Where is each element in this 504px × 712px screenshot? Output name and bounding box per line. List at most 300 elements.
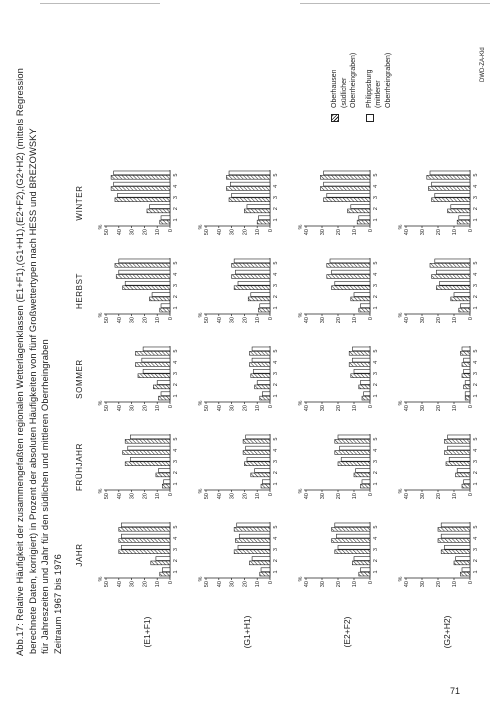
bar-oberhausen [332,286,370,290]
bar-philippsburg [157,381,170,385]
y-tick-label: 20 [142,405,149,412]
x-tick-label: 4 [173,272,179,276]
x-tick-label: 2 [473,207,479,211]
bar-philippsburg [435,193,470,197]
y-tick-label: 20 [336,317,342,324]
x-tick-label: 1 [173,218,179,222]
x-tick-label: 2 [273,295,279,299]
x-tick-label: 1 [473,570,479,574]
season-header: HERBST [75,272,84,310]
y-tick-label: 10 [255,405,262,412]
bar-oberhausen [324,198,370,202]
bar-philippsburg [260,304,270,308]
bar-oberhausen [151,561,170,565]
y-tick-label: 20 [336,405,342,412]
bar-philippsburg [449,457,470,461]
bar-oberhausen [444,439,470,443]
bar-philippsburg [252,557,270,561]
bar-oberhausen [460,351,470,355]
y-tick-label: 30 [229,581,236,588]
x-tick-label: 1 [473,306,479,310]
x-tick-label: 5 [473,437,479,441]
bar-philippsburg [340,446,370,450]
x-tick-label: 2 [173,207,179,211]
bar-oberhausen [436,286,470,290]
x-tick-label: 3 [473,371,479,376]
bar-oberhausen [335,451,370,455]
y-tick-label: 10 [155,229,162,236]
bar-oberhausen [123,451,170,455]
bar-philippsburg [444,545,470,549]
bar-oberhausen [332,539,370,543]
x-tick-label: 1 [273,482,279,486]
bar-oberhausen [465,396,470,400]
bar-oberhausen [250,363,270,367]
y-tick-label: 0 [168,317,174,321]
x-tick-label: 4 [373,536,379,540]
x-tick-label: 4 [273,448,279,452]
x-tick-label: 2 [173,471,179,475]
x-tick-label: 5 [273,261,279,265]
bar-philippsburg [257,381,270,385]
bar-philippsburg [324,171,370,175]
y-tick-label: 40 [216,229,223,236]
bar-philippsburg [330,259,370,263]
y-tick-label: 0 [468,493,474,497]
y-tick-label: 10 [452,493,458,500]
x-tick-label: 3 [273,371,279,376]
bar-philippsburg [252,358,270,362]
x-tick-label: 4 [373,360,379,364]
bar-oberhausen [359,308,370,312]
bar-oberhausen [116,275,170,279]
bar-oberhausen [441,550,470,554]
y-unit-label: % [298,576,304,582]
bar-philippsburg [130,457,170,461]
bar-philippsburg [239,534,270,538]
bar-philippsburg [258,216,270,220]
y-tick-label: 40 [304,493,310,500]
bar-philippsburg [336,534,370,538]
bar-philippsburg [464,358,470,362]
y-unit-label: % [198,312,204,318]
legend-label: Oberrheingraben) [350,52,357,108]
y-tick-label: 30 [420,405,426,412]
bar-philippsburg [435,259,470,263]
x-tick-label: 3 [373,547,379,552]
x-tick-label: 3 [473,547,479,552]
bar-oberhausen [125,462,170,466]
bar-oberhausen [359,385,370,389]
bar-oberhausen [232,275,270,279]
bar-philippsburg [150,205,170,209]
x-tick-label: 3 [373,195,379,200]
bar-oberhausen [459,308,470,312]
x-tick-label: 3 [273,283,279,288]
bar-oberhausen [115,263,170,267]
x-tick-label: 5 [273,173,279,177]
y-tick-label: 40 [304,229,310,236]
bar-oberhausen [327,263,370,267]
y-unit-label: % [98,400,104,406]
bar-philippsburg [354,293,370,297]
bar-oberhausen [359,572,370,576]
x-tick-label: 2 [473,471,479,475]
bar-oberhausen [354,473,370,477]
bar-philippsburg [119,270,170,274]
y-tick-label: 0 [168,581,174,585]
x-tick-label: 1 [473,482,479,486]
bar-philippsburg [238,281,270,285]
y-tick-label: 50 [104,229,110,236]
y-tick-label: 30 [420,229,426,236]
legend-item-philippsburg [365,12,394,122]
y-unit-label: % [98,312,104,318]
legend-item-oberhausen [330,12,359,122]
x-tick-label: 3 [173,371,179,376]
x-tick-label: 4 [473,360,479,364]
y-tick-label: 30 [229,405,236,412]
bar-philippsburg [327,193,370,197]
bar-philippsburg [152,293,170,297]
bar-oberhausen [335,550,370,554]
y-tick-label: 30 [320,493,326,500]
bar-philippsburg [114,182,170,186]
x-tick-label: 5 [273,437,279,441]
bar-philippsburg [352,358,370,362]
bar-oberhausen [444,451,470,455]
y-tick-label: 0 [368,317,374,321]
x-tick-label: 2 [273,207,279,211]
x-tick-label: 2 [373,471,379,475]
y-tick-label: 30 [320,581,326,588]
x-tick-label: 5 [473,349,479,353]
x-tick-label: 4 [273,536,279,540]
y-tick-label: 0 [468,229,474,233]
bar-oberhausen [150,297,170,301]
y-tick-label: 20 [242,493,249,500]
bar-oberhausen [348,209,370,213]
bar-oberhausen [119,539,170,543]
y-tick-label: 20 [142,581,149,588]
y-tick-label: 40 [116,405,123,412]
bar-philippsburg [464,480,470,484]
x-tick-label: 2 [473,559,479,563]
bar-oberhausen [451,297,470,301]
caption-line: für Jahreszeiten und Jahr für den südlichen und mittleren Oberrheingraben [40,339,50,654]
y-tick-label: 30 [229,317,236,324]
bar-philippsburg [130,435,170,439]
bar-oberhausen [438,527,470,531]
y-unit-label: % [398,312,404,318]
y-tick-label: 10 [352,317,358,324]
bar-oberhausen [327,275,370,279]
bar-oberhausen [258,308,270,312]
x-tick-label: 1 [373,482,379,486]
bar-oberhausen [160,308,170,312]
y-tick-label: 0 [268,317,274,321]
bar-philippsburg [359,216,370,220]
x-tick-label: 2 [173,295,179,299]
bar-philippsburg [448,435,470,439]
x-tick-label: 2 [173,383,179,387]
x-tick-label: 4 [173,536,179,540]
x-tick-label: 4 [173,360,179,364]
x-tick-label: 5 [473,525,479,529]
x-tick-label: 4 [273,184,279,188]
bar-oberhausen [352,561,370,565]
bar-oberhausen [432,198,470,202]
bar-philippsburg [465,381,470,385]
y-tick-label: 20 [142,493,149,500]
bar-oberhausen [156,473,170,477]
legend [330,12,399,122]
x-tick-label: 4 [373,272,379,276]
bar-oberhausen [250,561,270,565]
y-tick-label: 30 [129,229,136,236]
y-tick-label: 0 [468,581,474,585]
bar-philippsburg [237,523,270,527]
bar-oberhausen [135,351,170,355]
bar-philippsburg [441,523,470,527]
bar-oberhausen [362,396,370,400]
x-tick-label: 3 [273,195,279,200]
y-unit-label: % [298,312,304,318]
bar-oberhausen [135,363,170,367]
bar-philippsburg [364,392,370,396]
y-unit-label: % [198,224,204,230]
bar-philippsburg [255,469,270,473]
y-unit-label: % [298,224,304,230]
season-header: SOMMER [75,359,84,399]
bar-oberhausen [226,175,270,179]
bar-oberhausen [257,220,270,224]
bar-oberhausen [119,527,170,531]
bar-philippsburg [252,347,270,351]
bar-oberhausen [261,484,270,488]
bar-philippsburg [360,381,370,385]
x-tick-label: 4 [173,184,179,188]
bar-oberhausen [250,351,270,355]
y-tick-label: 10 [452,229,458,236]
bar-philippsburg [125,281,170,285]
bar-oberhausen [338,462,370,466]
bar-oberhausen [351,374,370,378]
legend-label: (südlicher [340,77,348,108]
row-label: (G1+H1) [242,615,252,649]
x-tick-label: 5 [173,525,179,529]
x-tick-label: 5 [173,349,179,353]
bar-oberhausen [125,439,170,443]
bar-oberhausen [349,363,370,367]
y-unit-label: % [98,488,104,494]
x-tick-label: 3 [173,459,179,464]
bar-philippsburg [459,216,470,220]
legend-label: Philippsburg [365,69,373,108]
y-tick-label: 30 [420,317,426,324]
bar-philippsburg [432,182,470,186]
bar-philippsburg [142,358,170,362]
bar-philippsburg [161,216,170,220]
x-tick-label: 3 [373,283,379,288]
y-tick-label: 10 [352,229,358,236]
x-tick-label: 5 [473,173,479,177]
y-tick-label: 20 [436,493,442,500]
x-tick-label: 4 [473,448,479,452]
bar-oberhausen [460,572,470,576]
y-tick-label: 30 [420,581,426,588]
x-tick-label: 1 [373,218,379,222]
bar-philippsburg [451,205,470,209]
y-tick-label: 10 [155,317,162,324]
bar-oberhausen [160,220,170,224]
y-tick-label: 40 [304,581,310,588]
y-tick-label: 30 [420,493,426,500]
bar-oberhausen [335,439,370,443]
bar-philippsburg [161,304,170,308]
x-tick-label: 2 [373,559,379,563]
y-tick-label: 20 [242,317,249,324]
bar-philippsburg [324,182,370,186]
x-tick-label: 4 [473,184,479,188]
bar-philippsburg [460,304,470,308]
y-unit-label: % [198,400,204,406]
x-tick-label: 5 [173,261,179,265]
x-tick-label: 1 [373,394,379,398]
y-tick-label: 20 [436,405,442,412]
legend-label: Oberrheingraben) [384,52,392,108]
bar-oberhausen [432,275,470,279]
y-tick-label: 30 [129,581,136,588]
y-tick-label: 0 [468,317,474,321]
bar-philippsburg [465,392,470,396]
bar-philippsburg [338,435,370,439]
y-tick-label: 40 [116,317,123,324]
x-tick-label: 3 [273,547,279,552]
y-unit-label: % [98,576,104,582]
legend-label: Oberhausen [331,69,338,108]
y-tick-label: 30 [229,493,236,500]
caption-line: Zeitraum 1967 bis 1976 [52,554,63,654]
y-tick-label: 30 [229,229,236,236]
x-tick-label: 1 [173,570,179,574]
bar-oberhausen [158,396,170,400]
y-tick-label: 20 [142,229,149,236]
page-number: 71 [450,686,461,696]
row-label: (E1+F1) [142,616,152,648]
y-tick-label: 30 [320,229,326,236]
x-tick-label: 1 [273,394,279,398]
y-tick-label: 10 [255,229,262,236]
y-tick-label: 0 [368,493,374,497]
row-label: (E2+F2) [342,616,352,648]
bar-oberhausen [229,198,270,202]
y-tick-label: 10 [452,317,458,324]
x-tick-label: 1 [273,306,279,310]
y-tick-label: 0 [368,405,374,409]
y-unit-label: % [398,576,404,582]
bar-oberhausen [248,297,270,301]
y-tick-label: 10 [255,493,262,500]
bar-philippsburg [114,171,170,175]
bar-oberhausen [235,539,270,543]
y-tick-label: 0 [268,581,274,585]
bar-philippsburg [351,205,370,209]
y-tick-label: 10 [155,405,162,412]
y-tick-label: 20 [336,229,342,236]
y-tick-label: 40 [216,317,223,324]
y-tick-label: 30 [320,405,326,412]
bar-philippsburg [360,304,370,308]
bar-philippsburg [454,293,470,297]
y-tick-label: 0 [468,405,474,409]
x-tick-label: 4 [273,360,279,364]
bar-philippsburg [247,457,270,461]
bar-oberhausen [320,175,370,179]
season-header: FRÜHJAHR [75,443,84,491]
x-tick-label: 1 [273,570,279,574]
x-tick-label: 3 [373,459,379,464]
y-tick-label: 40 [116,493,123,500]
x-tick-label: 2 [273,471,279,475]
x-tick-label: 2 [373,207,379,211]
y-tick-label: 30 [129,405,136,412]
bar-philippsburg [352,347,370,351]
x-tick-label: 5 [173,173,179,177]
bar-philippsburg [118,193,170,197]
bar-philippsburg [253,369,270,373]
bar-oberhausen [462,484,470,488]
bar-oberhausen [446,462,470,466]
open-swatch [366,114,374,122]
y-tick-label: 40 [304,317,310,324]
bar-oberhausen [456,473,470,477]
x-tick-label: 5 [273,525,279,529]
bar-philippsburg [448,446,470,450]
bar-philippsburg [232,193,270,197]
y-tick-label: 50 [104,581,110,588]
x-tick-label: 3 [273,459,279,464]
x-tick-label: 1 [373,570,379,574]
bar-oberhausen [462,374,470,378]
bar-oberhausen [349,351,370,355]
x-tick-label: 5 [373,173,379,177]
bar-oberhausen [234,527,270,531]
y-tick-label: 40 [404,229,410,236]
bar-philippsburg [238,545,270,549]
x-tick-label: 3 [173,283,179,288]
bar-oberhausen [320,187,370,191]
y-tick-label: 40 [216,405,223,412]
y-tick-label: 0 [168,493,174,497]
y-unit-label: % [398,488,404,494]
y-tick-label: 30 [129,317,136,324]
x-tick-label: 2 [273,383,279,387]
x-tick-label: 2 [173,559,179,563]
y-tick-label: 0 [268,229,274,233]
y-tick-label: 30 [129,493,136,500]
x-tick-label: 1 [473,394,479,398]
bar-philippsburg [338,545,370,549]
y-tick-label: 50 [204,229,210,236]
y-unit-label: % [298,400,304,406]
bar-oberhausen [454,561,470,565]
bar-oberhausen [464,385,470,389]
bar-philippsburg [362,480,370,484]
caption-line: berechnete Daten, korrigiert) in Prozent der absoluten Häufigkeiten von fünf Großwettertypen nach HESS und BREZOWSKY [27,128,38,654]
y-tick-label: 10 [452,581,458,588]
x-tick-label: 3 [473,283,479,288]
